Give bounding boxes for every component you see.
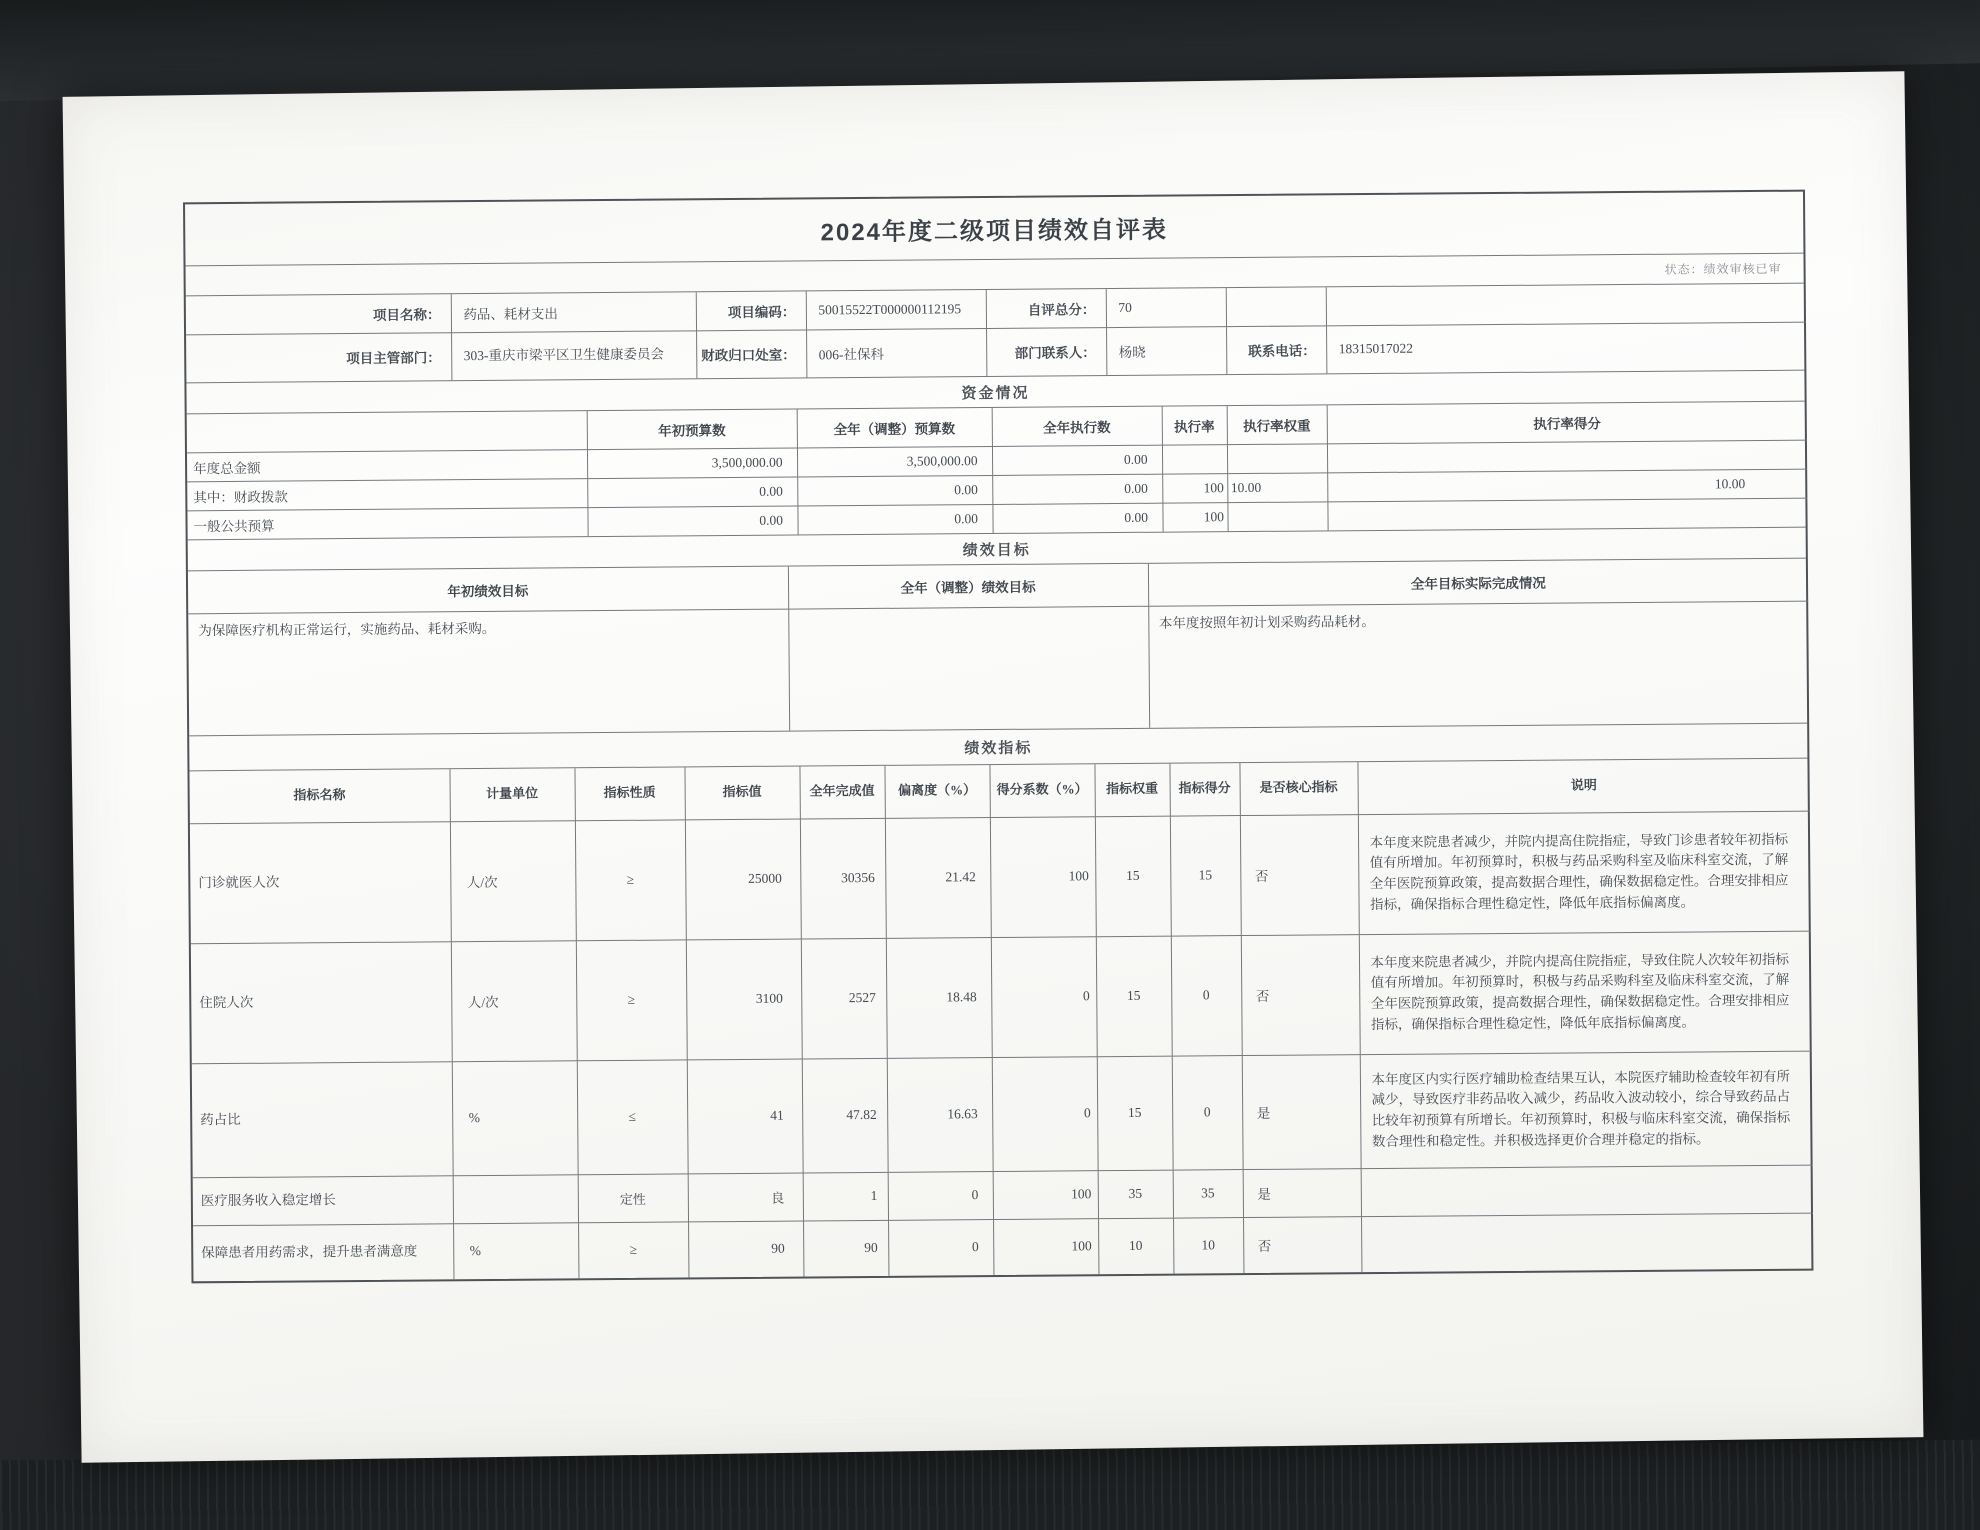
- indicator-deviation: 0: [888, 1219, 993, 1276]
- indicator-note: 本年度来院患者减少，并院内提高住院指症，导致住院人次较年初指标值有所增加。年初预算时，积极与药品采购科室及临床科室交流，了解全年医院预算政策，提高数据合理性，确保数据稳定性。合理安排相应指标，确保指标合理性稳定性，降低年底指标偏离度。: [1359, 931, 1812, 1055]
- ind-header-score: 指标得分: [1169, 763, 1239, 816]
- indicator-actual: 2527: [801, 938, 887, 1059]
- indicator-coefficient: 100: [993, 1218, 1098, 1275]
- funding-row-label: 其中：财政拨款: [187, 478, 587, 510]
- indicator-unit: %: [452, 1060, 578, 1175]
- status-text: 状态：绩效审核已审: [1664, 261, 1782, 277]
- project-code-label: 项目编码：: [696, 291, 806, 330]
- funding-rate-score-value: [1327, 440, 1807, 473]
- ind-header-coefficient: 得分系数（%）: [989, 764, 1094, 817]
- section-title-funding: 资金情况: [186, 370, 1804, 415]
- goals-initial-text: 为保障医疗机构正常运行，实施药品、耗材采购。: [188, 609, 789, 736]
- funding-rate-value: 100: [1162, 502, 1227, 532]
- project-info-table: [186, 284, 1807, 383]
- ind-header-unit: 计量单位: [449, 768, 574, 821]
- indicator-target: 90: [688, 1221, 803, 1278]
- project-name-value: 药品、耗材支出: [451, 292, 696, 332]
- indicator-actual: 1: [803, 1172, 888, 1221]
- indicator-unit: [453, 1174, 578, 1223]
- indicator-note: 本年度区内实行医疗辅助检查结果互认，本院医疗辅助检查较年初有所减少，导致医疗非药品收入减少，药品收入波动较小，综合导致药品占比较年初预算有所增长。年初预算时，积极与临床科室交流，确保指标数合理性和稳定性。并积极选择更价合理并稳定的指标。: [1360, 1051, 1813, 1169]
- indicator-name: 保障患者用药需求，提升患者满意度: [193, 1223, 453, 1281]
- funding-rate-value: 100: [1162, 473, 1227, 503]
- indicator-nature: ≥: [575, 819, 686, 940]
- info-empty-cell: [1326, 284, 1806, 326]
- ind-header-core: 是否核心指标: [1239, 762, 1357, 815]
- indicator-coefficient: 0: [992, 1056, 1098, 1171]
- funding-rate-weight-value: [1227, 501, 1327, 531]
- indicator-score: 0: [1171, 935, 1242, 1056]
- funding-row-label: 年度总金额: [187, 449, 587, 481]
- funding-header-rate: 执行率: [1162, 406, 1227, 445]
- ind-header-target: 指标值: [684, 767, 799, 820]
- indicator-unit: 人/次: [451, 940, 577, 1061]
- indicator-row-patient-satisfaction: [193, 1213, 1813, 1282]
- funding-executed-value: 0.00: [992, 474, 1162, 504]
- indicator-weight: 35: [1098, 1170, 1173, 1219]
- self-score-label: 自评总分：: [986, 289, 1106, 328]
- indicator-weight: 15: [1097, 1056, 1173, 1171]
- indicator-weight: 10: [1098, 1218, 1173, 1275]
- ind-header-deviation: 偏离度（%）: [884, 765, 989, 818]
- indicator-coefficient: 100: [993, 1170, 1098, 1219]
- funding-rate-weight-value: 10.00: [1227, 472, 1327, 502]
- indicator-score: 15: [1170, 815, 1241, 936]
- indicator-deviation: 21.42: [885, 817, 991, 938]
- department-value: 303-重庆市梁平区卫生健康委员会: [451, 330, 696, 380]
- goals-actual-text: 本年度按照年初计划采购药品耗材。: [1148, 601, 1809, 728]
- indicator-score: 10: [1173, 1217, 1243, 1274]
- indicator-row-drug-ratio: [192, 1051, 1813, 1178]
- indicator-weight: 15: [1096, 936, 1172, 1057]
- section-title-goals: 绩效目标: [188, 527, 1806, 572]
- indicators-table: [189, 759, 1813, 1282]
- project-code-value: 50015522T000000112195: [806, 290, 986, 329]
- indicator-row-inpatient: [191, 931, 1812, 1064]
- funding-header-rate-score: 执行率得分: [1327, 402, 1807, 444]
- goals-header-adjusted: 全年（调整）绩效目标: [788, 564, 1148, 609]
- indicator-unit: 人/次: [450, 820, 576, 941]
- funding-row-label: 一般公共预算: [187, 507, 587, 539]
- funding-initial-value: 0.00: [587, 506, 797, 537]
- contact-value: 杨晓: [1106, 326, 1226, 375]
- indicator-target: 3100: [686, 939, 802, 1060]
- indicator-actual: 47.82: [802, 1058, 888, 1173]
- indicator-coefficient: 100: [990, 816, 1096, 937]
- indicator-core-flag: 是: [1242, 1054, 1361, 1169]
- section-title-indicators: 绩效指标: [189, 723, 1807, 772]
- indicator-nature: ≥: [576, 939, 687, 1060]
- indicator-score: 0: [1172, 1055, 1243, 1170]
- funding-adjusted-value: 0.00: [797, 475, 992, 506]
- finance-office-label: 财政归口处室：: [696, 329, 806, 378]
- indicator-deviation: 0: [888, 1171, 993, 1220]
- funding-executed-value: 0.00: [992, 445, 1162, 475]
- funding-table: [187, 402, 1808, 540]
- document-content: [66, 77, 1917, 1284]
- funding-header-adjusted: 全年（调整）预算数: [797, 408, 992, 448]
- indicator-actual: 30356: [800, 818, 886, 939]
- document-page: [63, 71, 1924, 1463]
- funding-header-blank: [187, 411, 587, 452]
- indicator-target: 25000: [685, 819, 801, 940]
- indicator-row-outpatient: [190, 811, 1811, 944]
- contact-label: 部门联系人：: [986, 327, 1106, 376]
- indicator-actual: 90: [803, 1220, 888, 1277]
- indicator-name: 医疗服务收入稳定增长: [193, 1175, 453, 1225]
- funding-rate-weight-value: [1227, 443, 1327, 473]
- indicator-deviation: 16.63: [887, 1057, 993, 1172]
- indicator-note: [1361, 1165, 1813, 1217]
- project-name-label: 项目名称：: [186, 294, 451, 334]
- ind-header-nature: 指标性质: [574, 767, 684, 820]
- indicator-core-flag: 是: [1243, 1168, 1361, 1217]
- indicator-nature: ≥: [578, 1221, 688, 1278]
- indicator-core-flag: 否: [1240, 814, 1359, 935]
- indicator-target: 41: [687, 1059, 803, 1174]
- phone-value: 18315017022: [1326, 322, 1806, 374]
- goals-header-actual: 全年目标实际完成情况: [1148, 559, 1808, 606]
- funding-rate-score-value: 10.00: [1327, 469, 1807, 502]
- department-label: 项目主管部门：: [186, 332, 451, 382]
- indicator-name: 药占比: [192, 1061, 453, 1177]
- indicator-coefficient: 0: [991, 936, 1097, 1057]
- indicator-nature: 定性: [578, 1173, 688, 1222]
- finance-office-value: 006-社保科: [806, 328, 986, 377]
- indicator-note: 本年度来院患者减少，并院内提高住院指症，导致门诊患者较年初指标值有所增加。年初预算时，积极与药品采购科室及临床科室交流，了解全年医院预算政策，提高数据合理性，确保数据稳定性。合理安排相应指标，确保指标合理性稳定性，降低年底指标偏离度。: [1358, 811, 1811, 935]
- funding-header-executed: 全年执行数: [992, 407, 1162, 446]
- funding-initial-value: 3,500,000.00: [587, 448, 797, 479]
- goals-adjusted-text: [788, 606, 1149, 731]
- indicator-unit: %: [453, 1222, 578, 1279]
- indicator-target: 良: [688, 1173, 803, 1222]
- funding-header-initial: 年初预算数: [587, 410, 797, 450]
- funding-executed-value: 0.00: [992, 503, 1162, 533]
- indicator-deviation: 18.48: [886, 937, 992, 1058]
- goals-table: [188, 559, 1809, 736]
- funding-rate-score-value: [1327, 498, 1807, 531]
- indicator-core-flag: 否: [1241, 934, 1360, 1055]
- indicator-name: 住院人次: [191, 941, 452, 1063]
- indicator-nature: ≤: [577, 1059, 688, 1174]
- indicator-core-flag: 否: [1243, 1216, 1361, 1273]
- phone-label: 联系电话：: [1226, 325, 1326, 374]
- info-empty-cell: [1226, 287, 1326, 326]
- funding-adjusted-value: 0.00: [797, 504, 992, 535]
- indicator-score: 35: [1173, 1169, 1243, 1218]
- goals-content-row: [188, 601, 1809, 736]
- ind-header-weight: 指标权重: [1094, 764, 1169, 817]
- self-score-value: 70: [1106, 288, 1226, 327]
- document-table-frame: [183, 190, 1813, 1284]
- goals-header-initial: 年初绩效目标: [188, 567, 788, 614]
- indicator-weight: 15: [1095, 816, 1171, 937]
- ind-header-actual: 全年完成值: [799, 766, 884, 819]
- indicator-name: 门诊就医人次: [190, 821, 451, 943]
- ind-header-name: 指标名称: [189, 769, 449, 823]
- funding-adjusted-value: 3,500,000.00: [797, 446, 992, 477]
- funding-rate-value: [1162, 444, 1227, 474]
- page-title: 2024年度二级项目绩效自评表: [820, 216, 1169, 247]
- funding-header-rate-weight: 执行率权重: [1227, 405, 1327, 444]
- ind-header-note: 说明: [1357, 759, 1809, 815]
- indicator-note: [1361, 1213, 1813, 1273]
- funding-initial-value: 0.00: [587, 477, 797, 508]
